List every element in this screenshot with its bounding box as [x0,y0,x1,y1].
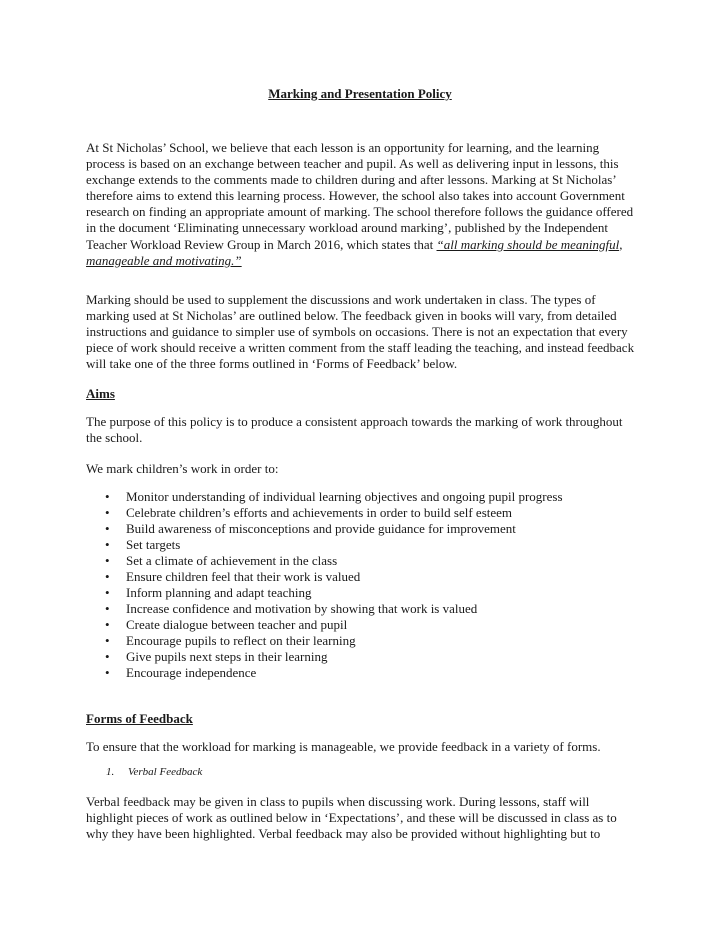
text-line: Verbal feedback may be given in class to pupils when discussing work. During lessons, staff will [86,794,590,809]
list-item [86,617,563,633]
marking-types-paragraph [86,292,636,372]
text-line: the school. [86,430,143,446]
bullet-icon: • [105,585,110,600]
bullet-icon: • [105,617,110,632]
text-line: highlight pieces of work as outlined below in ‘Expectations’, and these will be discussed in class as to [86,810,617,826]
list-item-text: Build awareness of misconceptions and provide guidance for improvement [126,521,516,536]
aims-bullet-list [86,489,563,681]
bullet-icon: • [105,553,110,568]
bullet-icon: • [105,489,110,504]
forms-of-feedback-heading: Forms of Feedback [86,711,193,726]
aims-paragraph [86,414,636,446]
list-item [86,569,563,585]
item-label: Verbal Feedback [128,766,203,778]
text-line: instructions and guidance to simpler use of symbols on occasions. There is not an expectation that every [86,324,628,340]
text-line: therefore aims to extend this learning process. However, the school also takes into account Government [86,188,625,204]
item-number: 1. [106,766,115,778]
bullet-icon: • [105,505,110,520]
list-item [86,585,563,601]
list-item-text: Encourage independence [126,665,257,680]
bullet-icon: • [105,665,110,680]
list-item [86,505,563,521]
list-item-text: Ensure children feel that their work is valued [126,569,361,584]
list-item-text: Set targets [126,537,181,552]
list-item-text: Monitor understanding of individual learning objectives and ongoing pupil progress [126,489,563,504]
verbal-feedback-paragraph [86,794,636,842]
list-item [86,649,563,665]
text-line: in the document ‘Eliminating unnecessary workload around marking’, published by the Independent [86,220,609,236]
bullet-icon: • [105,537,110,552]
bullet-icon: • [105,633,110,648]
text-line: At St Nicholas’ School, we believe that each lesson is an opportunity for learning, and the learning [86,140,600,155]
numbered-item-verbal-feedback [106,766,202,778]
text-line: The purpose of this policy is to produce a consistent approach towards the marking of work throughout [86,414,623,429]
list-item [86,633,563,649]
list-item-text: Inform planning and adapt teaching [126,585,312,600]
forms-paragraph [86,739,636,755]
list-item [86,553,563,569]
intro-paragraph [86,140,636,269]
list-item-text: Celebrate children’s efforts and achievements in order to build self esteem [126,505,513,520]
text-line: Marking should be used to supplement the discussions and work undertaken in class. The types of [86,292,596,307]
text-line: research on finding an appropriate amount of marking. The school therefore follows the guidance offered [86,204,634,220]
list-item-text: Set a climate of achievement in the class [126,553,338,568]
list-item-text: Encourage pupils to reflect on their learning [126,633,356,648]
list-item [86,489,563,505]
bullet-icon: • [105,521,110,536]
policy-quote: “all marking should be meaningful, [436,236,623,252]
text-line: To ensure that the workload for marking is manageable, we provide feedback in a variety of forms. [86,739,601,754]
document-title: Marking and Presentation Policy [268,86,452,101]
list-item-text: Create dialogue between teacher and pupil [126,617,348,632]
list-item [86,537,563,553]
text-line: will take one of the three forms outlined in ‘Forms of Feedback’ below. [86,356,458,372]
text-line: exchange extends to the comments made to children during and after lessons. Marking at St Nicholas’ [86,172,617,188]
text-line: marking used at St Nicholas’ are outlined below. The feedback given in books will vary, from detailed [86,308,617,324]
text-line: piece of work should receive a written comment from the staff leading the teaching, and instead feedback [86,340,635,356]
we-mark-intro [86,461,636,477]
list-item-text: Increase confidence and motivation by showing that work is valued [126,601,478,616]
text-line: We mark children’s work in order to: [86,461,279,476]
policy-quote-continued: manageable and motivating.” [86,252,242,268]
list-item [86,665,563,681]
text-line: process is based on an exchange between teacher and pupil. As well as delivering input in lessons, this [86,156,619,172]
bullet-icon: • [105,649,110,664]
list-item-text: Give pupils next steps in their learning [126,649,328,664]
bullet-icon: • [105,601,110,616]
list-item [86,521,563,537]
aims-heading: Aims [86,386,115,401]
text-line: why they have been highlighted. Verbal feedback may also be provided without highlighting but to [86,826,601,842]
text-fragment: Teacher Workload Review Group in March 2016, which states that [86,236,437,252]
list-item [86,601,563,617]
text-line [86,237,636,253]
bullet-icon: • [105,569,110,584]
